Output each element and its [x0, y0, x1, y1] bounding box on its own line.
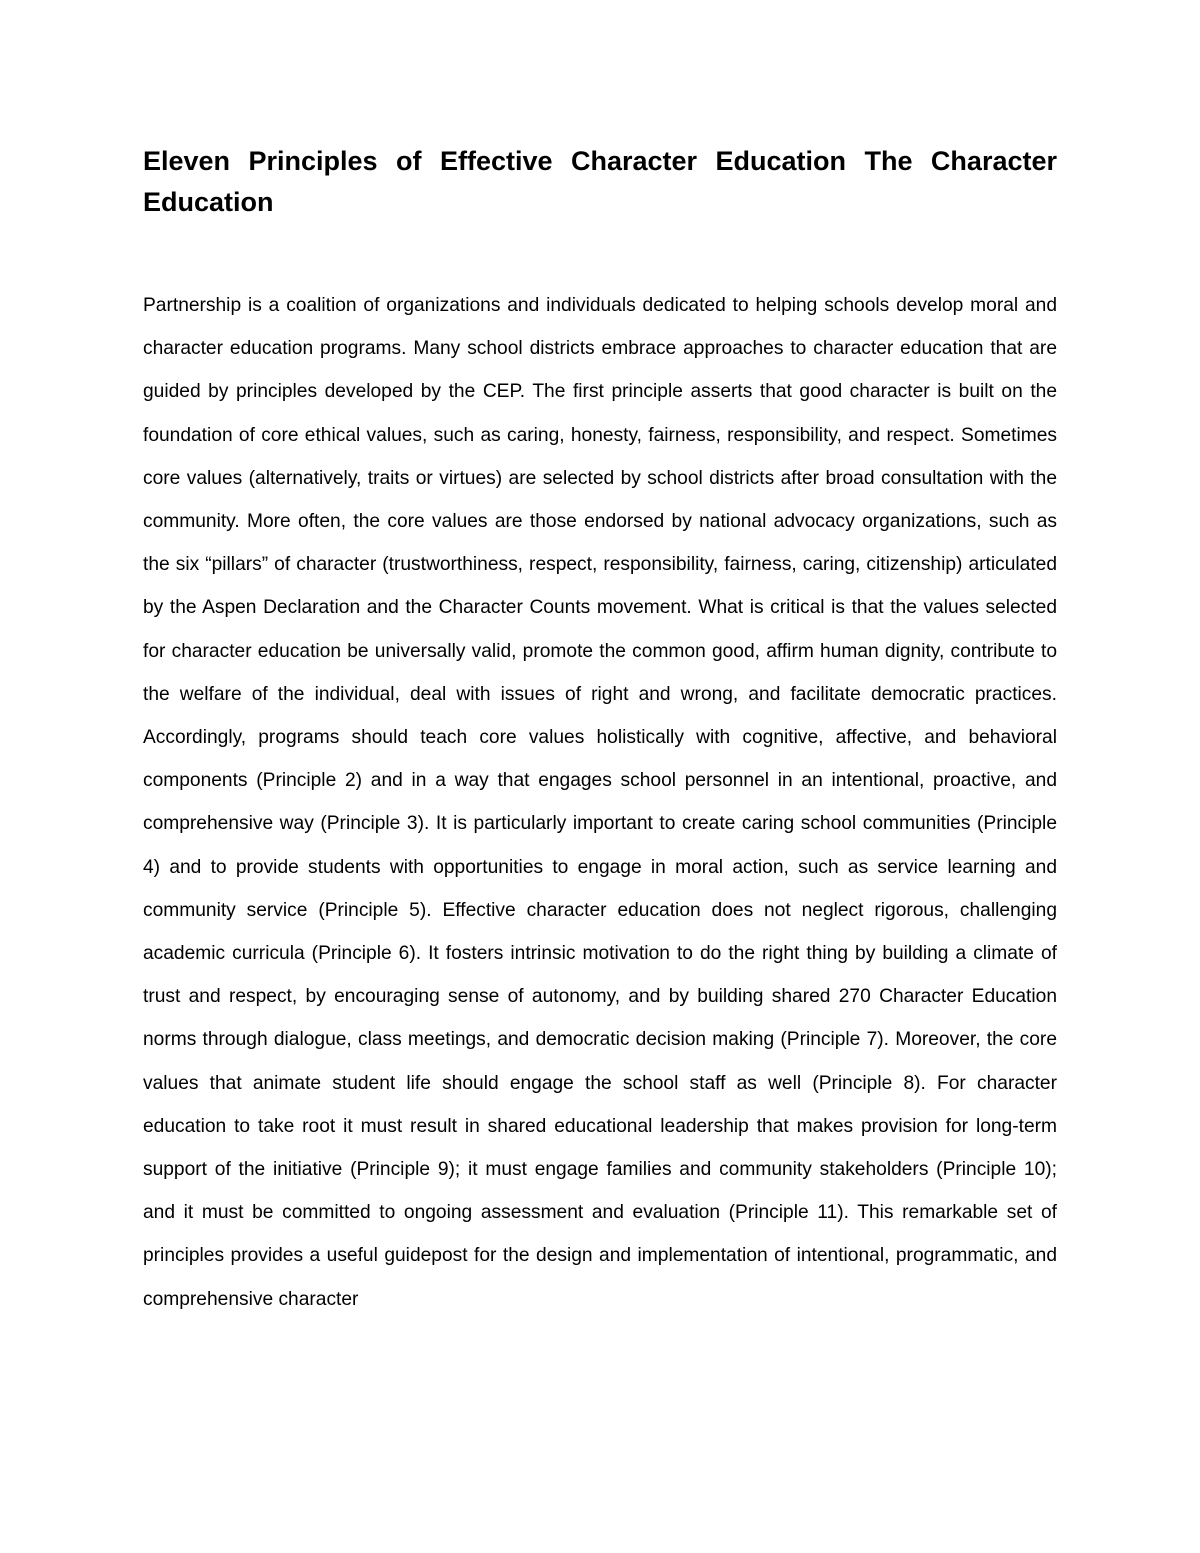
document-content [143, 141, 1057, 1321]
document-title: Eleven Principles of Effective Character Education The Character Education [143, 146, 1057, 217]
document-body-paragraph: Partnership is a coalition of organizations and individuals dedicated to helping schools develop moral and character education programs. Many school districts embrace approaches to character education that are guided by principles developed by the CEP. The first principle asserts that good character is built on the foundation of core ethical values, such as caring, honesty, fairness, responsibility, and respect. Sometimes core values (alternatively, traits or virtues) are selected by school districts after broad consultation with the community. More often, the core values are those endorsed by national advocacy organizations, such as the six “pillars” of character (trustworthiness, respect, responsibility, fairness, caring, citizenship) articulated by the Aspen Declaration and the Character Counts movement. What is critical is that the values selected for character education be universally valid, promote the common good, affirm human dignity, contribute to the welfare of the individual, deal with issues of right and wrong, and facilitate democratic practices. Accordingly, programs should teach core values holistically with cognitive, affective, and behavioral components (Principle 2) and in a way that engages school personnel in an intentional, proactive, and comprehensive way (Principle 3). It is particularly important to create caring school communities (Principle 4) and to provide students with opportunities to engage in moral action, such as service learning and community service (Principle 5). Effective character education does not neglect rigorous, challenging academic curricula (Principle 6). It fosters intrinsic motivation to do the right thing by building a climate of trust and respect, by encouraging sense of autonomy, and by building shared 270 Character Education norms through dialogue, class meetings, and democratic decision making (Principle 7). Moreover, the core values that animate student life should engage the school staff as well (Principle 8). For character education to take root it must result in shared educational leadership that makes provision for long-term support of the initiative (Principle 9); it must engage families and community stakeholders (Principle 10); and it must be committed to ongoing assessment and evaluation (Principle 11). This remarkable set of principles provides a useful guidepost for the design and implementation of intentional, programmatic, and comprehensive character [143, 295, 1057, 1310]
